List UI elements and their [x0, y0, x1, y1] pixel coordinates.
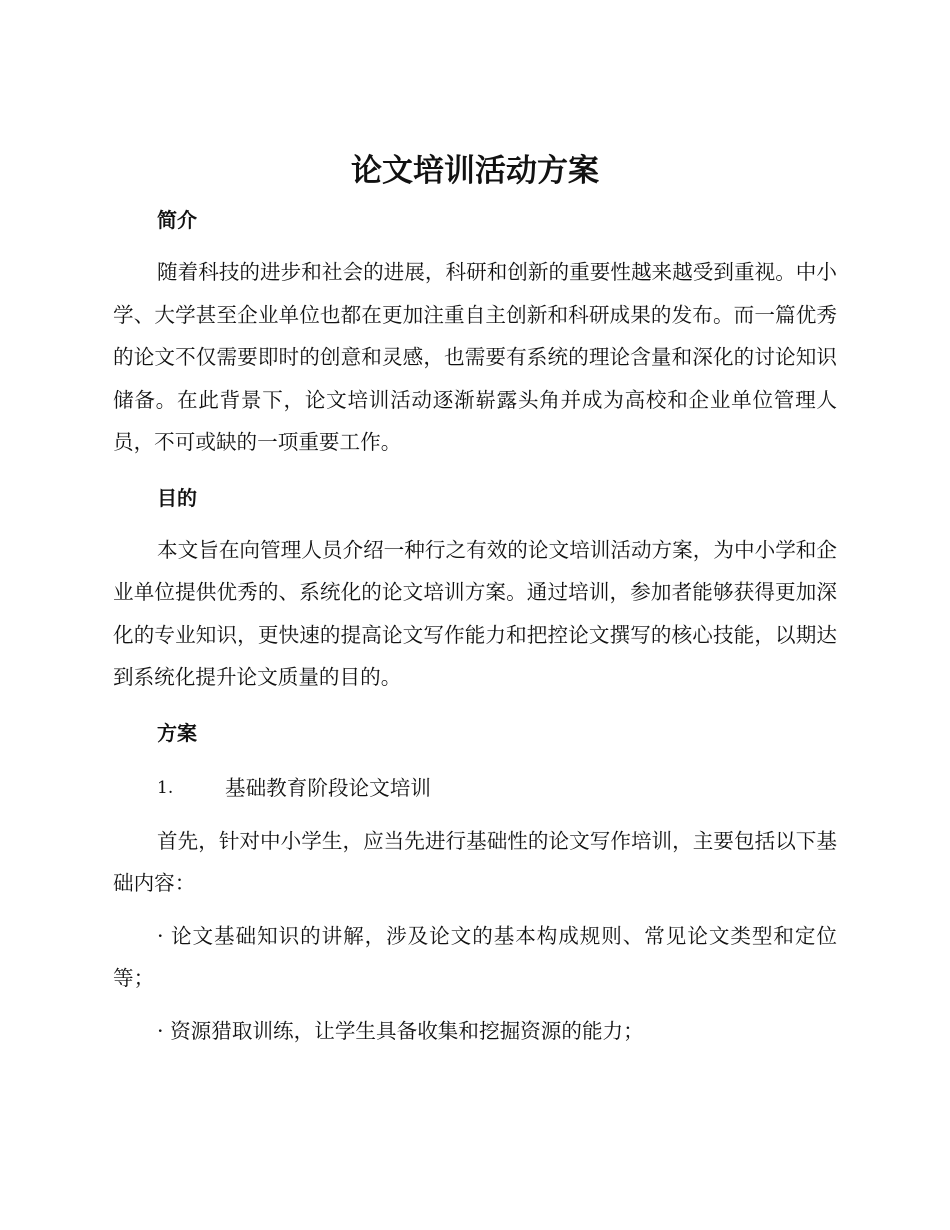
document-title: 论文培训活动方案: [351, 153, 599, 189]
bullet-item: · 论文基础知识的讲解，涉及论文的基本构成规则、常见论文类型和定位等；: [113, 923, 837, 990]
purpose-paragraph: 本文旨在向管理人员介绍一种行之有效的论文培训活动方案，为中小学和企业单位提供优秀的、系统化的论文培训方案。通过培训，参加者能够获得更加深化的专业知识，更快速的提高论文写作能力和把控论文撰写的核心技能，以期达到系统化提升论文质量的目的。: [113, 537, 837, 689]
section-heading-plan: 方案: [157, 720, 197, 745]
item-text: 基础教育阶段论文培训: [225, 775, 431, 800]
numbered-item: [113, 764, 837, 812]
item-number: 1.: [157, 777, 174, 798]
section-intro: [113, 196, 837, 464]
section-plan: [113, 709, 837, 1053]
section-purpose: [113, 474, 837, 699]
section-heading-purpose: 目的: [157, 485, 197, 510]
section-heading-intro: 简介: [157, 208, 197, 232]
plan-paragraph: 首先，针对中小学生，应当先进行基础性的论文写作培训，主要包括以下基础内容：: [113, 828, 837, 895]
bullet-item: · 资源猎取训练，让学生具备收集和挖掘资源的能力；: [157, 1018, 644, 1043]
intro-paragraph: 随着科技的进步和社会的进展，科研和创新的重要性越来越受到重视。中小学、大学甚至企业单位也都在更加注重自主创新和科研成果的发布。而一篇优秀的论文不仅需要即时的创意和灵感，也需要有系统的理论含量和深化的讨论知识储备。在此背景下，论文培训活动逐渐崭露头角并成为高校和企业单位管理人员，不可或缺的一项重要工作。: [113, 260, 837, 454]
document-body: [113, 196, 837, 1062]
